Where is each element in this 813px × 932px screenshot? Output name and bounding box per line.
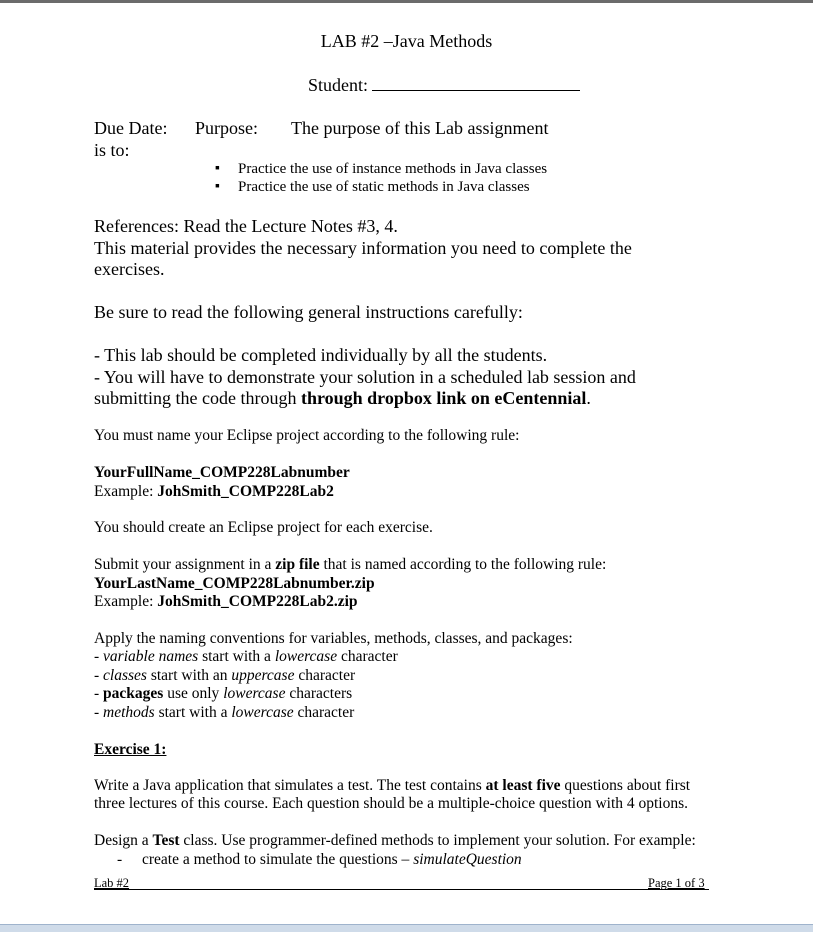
exercise-subitem bbox=[142, 851, 522, 869]
exercise-paragraph bbox=[94, 777, 690, 795]
purpose-label: Purpose: bbox=[195, 118, 258, 138]
convention-item bbox=[94, 704, 354, 722]
example-label: Example: bbox=[94, 593, 158, 610]
dropbox-link-text: through dropbox link on eCentennial bbox=[300, 388, 587, 408]
footer-rule bbox=[94, 889, 709, 890]
convention-qualifier: lowercase bbox=[223, 685, 286, 702]
page-number: Page 1 of 3 bbox=[648, 876, 705, 890]
project-instruction: You should create an Eclipse project for each exercise. bbox=[94, 519, 433, 536]
convention-qualifier: lowercase bbox=[274, 648, 338, 665]
example-value: JohSmith_COMP228Lab2 bbox=[157, 483, 334, 500]
convention-text: character bbox=[293, 704, 355, 721]
submit-text: Submit your assignment in a bbox=[94, 556, 276, 573]
submit-text: that is named according to the following rule: bbox=[319, 556, 607, 573]
convention-text: start with an bbox=[146, 667, 232, 684]
due-date-label: Due Date: bbox=[94, 118, 168, 138]
instructions-heading: Be sure to read the following general instructions carefully: bbox=[94, 302, 523, 322]
exercise-heading bbox=[94, 741, 166, 759]
exercise-text: Write a Java application that simulates a test. The test contains bbox=[94, 777, 486, 794]
purpose-text: The purpose of this Lab assignment bbox=[291, 118, 549, 138]
exercise-text: create a method to simulate the questions – bbox=[142, 851, 414, 868]
student-name-blank bbox=[372, 74, 580, 91]
references-desc: This material provides the necessary information you need to complete the bbox=[94, 238, 632, 258]
rule-format-value: YourFullName_COMP228Labnumber bbox=[94, 464, 350, 481]
convention-text: start with a bbox=[154, 704, 232, 721]
convention-dash: - bbox=[94, 704, 104, 721]
convention-text: start with a bbox=[198, 648, 275, 665]
viewer-bottom-bar bbox=[0, 924, 813, 932]
exercise-emphasis: at least five bbox=[485, 777, 561, 794]
instruction-text: submitting the code through bbox=[94, 388, 301, 408]
convention-text: characters bbox=[285, 685, 353, 702]
convention-text: character bbox=[337, 648, 398, 665]
submit-rule bbox=[94, 556, 606, 574]
test-class-name: Test bbox=[152, 832, 180, 849]
instruction-item: - You will have to demonstrate your solution in a scheduled lab session and bbox=[94, 367, 636, 387]
references-desc-cont: exercises. bbox=[94, 259, 165, 279]
convention-term: classes bbox=[103, 667, 147, 684]
convention-qualifier: lowercase bbox=[231, 704, 294, 721]
instruction-item: - This lab should be completed individually by all the students. bbox=[94, 345, 548, 365]
conventions-heading: Apply the naming conventions for variables, methods, classes, and packages: bbox=[94, 630, 573, 647]
exercise-design bbox=[94, 832, 696, 850]
convention-term: packages bbox=[103, 685, 164, 702]
convention-term: variable names bbox=[103, 648, 199, 665]
exercise-text: questions about first bbox=[560, 777, 691, 794]
exercise-text: Design a bbox=[94, 832, 153, 849]
student-label: Student: bbox=[308, 75, 369, 95]
convention-item bbox=[94, 667, 355, 685]
convention-qualifier: uppercase bbox=[231, 667, 295, 684]
submit-format bbox=[94, 575, 375, 593]
convention-text: character bbox=[294, 667, 356, 684]
footer-lab-label: Lab #2 bbox=[94, 876, 130, 890]
example-value: JohSmith_COMP228Lab2.zip bbox=[157, 593, 358, 610]
convention-term: methods bbox=[103, 704, 155, 721]
naming-example bbox=[94, 483, 334, 501]
references-line: References: Read the Lecture Notes #3, 4. bbox=[94, 216, 398, 236]
exercise-text: class. Use programmer-defined methods to implement your solution. For example: bbox=[179, 832, 696, 849]
convention-item bbox=[94, 685, 352, 703]
method-name: simulateQuestion bbox=[413, 851, 522, 868]
convention-item bbox=[94, 648, 398, 666]
instruction-item-cont bbox=[94, 388, 591, 409]
purpose-continuation: is to: bbox=[94, 140, 130, 160]
instruction-text: . bbox=[586, 388, 591, 408]
purpose-bullet: ▪ Practice the use of instance methods in Java classes bbox=[238, 161, 547, 178]
exercise-heading-text: Exercise 1: bbox=[94, 741, 167, 758]
submit-example bbox=[94, 593, 358, 611]
naming-rule-format bbox=[94, 464, 350, 482]
convention-text: use only bbox=[163, 685, 224, 702]
example-label: Example: bbox=[94, 483, 158, 500]
convention-dash: - bbox=[94, 667, 104, 684]
submit-format-value: YourLastName_COMP228Labnumber.zip bbox=[94, 575, 375, 592]
naming-rule-text: You must name your Eclipse project according to the following rule: bbox=[94, 427, 520, 444]
purpose-bullet: ▪ Practice the use of static methods in Java classes bbox=[238, 179, 530, 196]
page-title: LAB #2 –Java Methods bbox=[320, 31, 493, 51]
zip-file-term: zip file bbox=[275, 556, 320, 573]
convention-dash: - bbox=[94, 648, 104, 665]
convention-dash: - bbox=[94, 685, 104, 702]
student-line bbox=[308, 74, 580, 96]
exercise-paragraph-cont: three lectures of this course. Each question should be a multiple-choice question with 4 options. bbox=[94, 795, 689, 812]
